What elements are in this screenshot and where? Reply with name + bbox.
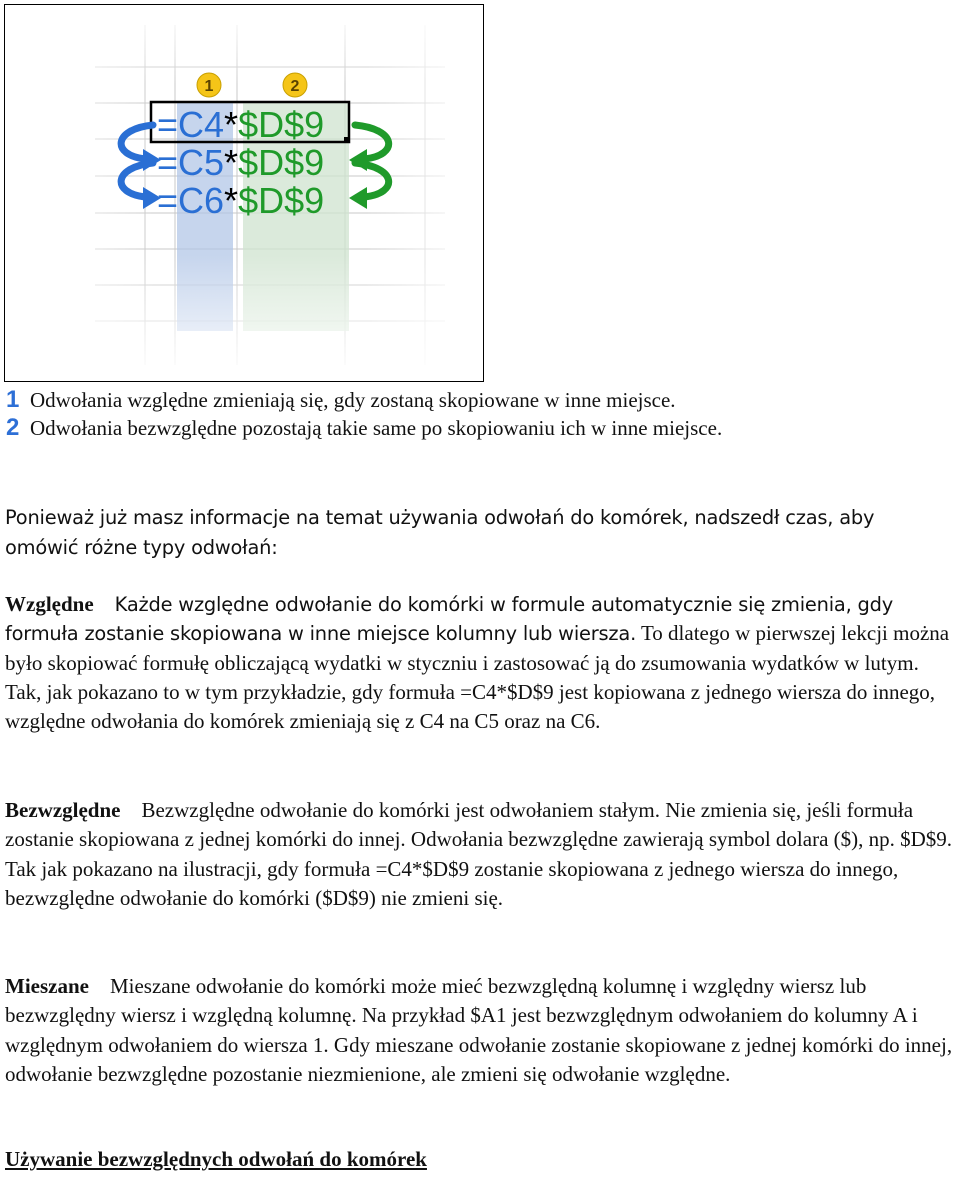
badge-2 [283, 73, 307, 97]
formula-row-2: =C5*$D$9 [157, 142, 325, 183]
legend-text: Odwołania względne zmieniają się, gdy zostaną skopiowane w inne miejsce. [30, 388, 676, 412]
mixed-paragraph [5, 972, 957, 1089]
absolute-paragraph [5, 796, 957, 913]
absolute-arrowheads [349, 149, 367, 209]
relative-text-sans: Każde względne odwołanie do komórki w formule automatycznie się zmienia, gdy formuła zostanie skopiowana w inne miejsce kolumny lub wiersza. [5, 593, 893, 646]
number-two-icon: 2 [6, 414, 20, 441]
relative-paragraph [5, 590, 957, 736]
mixed-text: Mieszane odwołanie do komórki może mieć bezwzględną kolumnę i względny wiersz lub bezwzględny wiersz i względną kolumnę. Na przykład $A1 jest bezwzględnym odwołaniem do kolumny A i względnym odwołaniem do wiersza 1. Gdy mieszane odwołanie zostanie skopiowane z jednej komórki do innej, odwołanie bezwzględne pozostanie niezmienione, ale zmieni się odwołanie względne. [5, 974, 953, 1086]
number-one-icon: 1 [6, 386, 20, 413]
badge-1 [197, 73, 221, 97]
relative-term: Względne [5, 592, 94, 616]
relative-text: To dlatego w pierwszej lekcji można było skopiować formułę obliczającą wydatki w styczniu i zastosować ją do zsumowania wydatków w lutym. Tak, jak pokazano to w tym przykładzie, gdy formuła =C4*$D$9 jest kopiowana z jednego wiersza do innego, względne odwołania do komórek zmieniają się z C4 na C5 oraz na C6. [5, 621, 950, 734]
spreadsheet-figure [5, 5, 484, 382]
mixed-term: Mieszane [5, 974, 89, 998]
legend-item-relative [6, 386, 676, 414]
svg-text:1: 1 [204, 78, 214, 95]
formula-illustration [4, 4, 484, 382]
legend-item-absolute [6, 414, 722, 442]
intro-paragraph: Ponieważ już masz informacje na temat używania odwołań do komórek, nadszedł czas, aby omówić różne typy odwołań: [5, 506, 875, 559]
formula-row-1: =C4*$D$9 [157, 104, 325, 145]
formula-row-3: =C6*$D$9 [157, 180, 325, 221]
absolute-term: Bezwzględne [5, 798, 121, 822]
absolute-text: Bezwzględne odwołanie do komórki jest odwołaniem stałym. Nie zmienia się, jeśli formuła zostanie skopiowana z jednej komórki do innej. Odwołania bezwzględne zawierają symbol dolara ($), np. $D$9. Tak jak pokazano na ilustracji, gdy formuła =C4*$D$9 zostanie skopiowana z jednego wiersza do innego, bezwzględne odwołanie do komórki ($D$9) nie zmieni się. [5, 798, 953, 910]
svg-text:2: 2 [290, 78, 300, 95]
legend-text: Odwołania bezwzględne pozostają takie same po skopiowaniu ich w inne miejsce. [30, 416, 723, 440]
section-heading: Używanie bezwzględnych odwołań do komórek [5, 1147, 427, 1171]
